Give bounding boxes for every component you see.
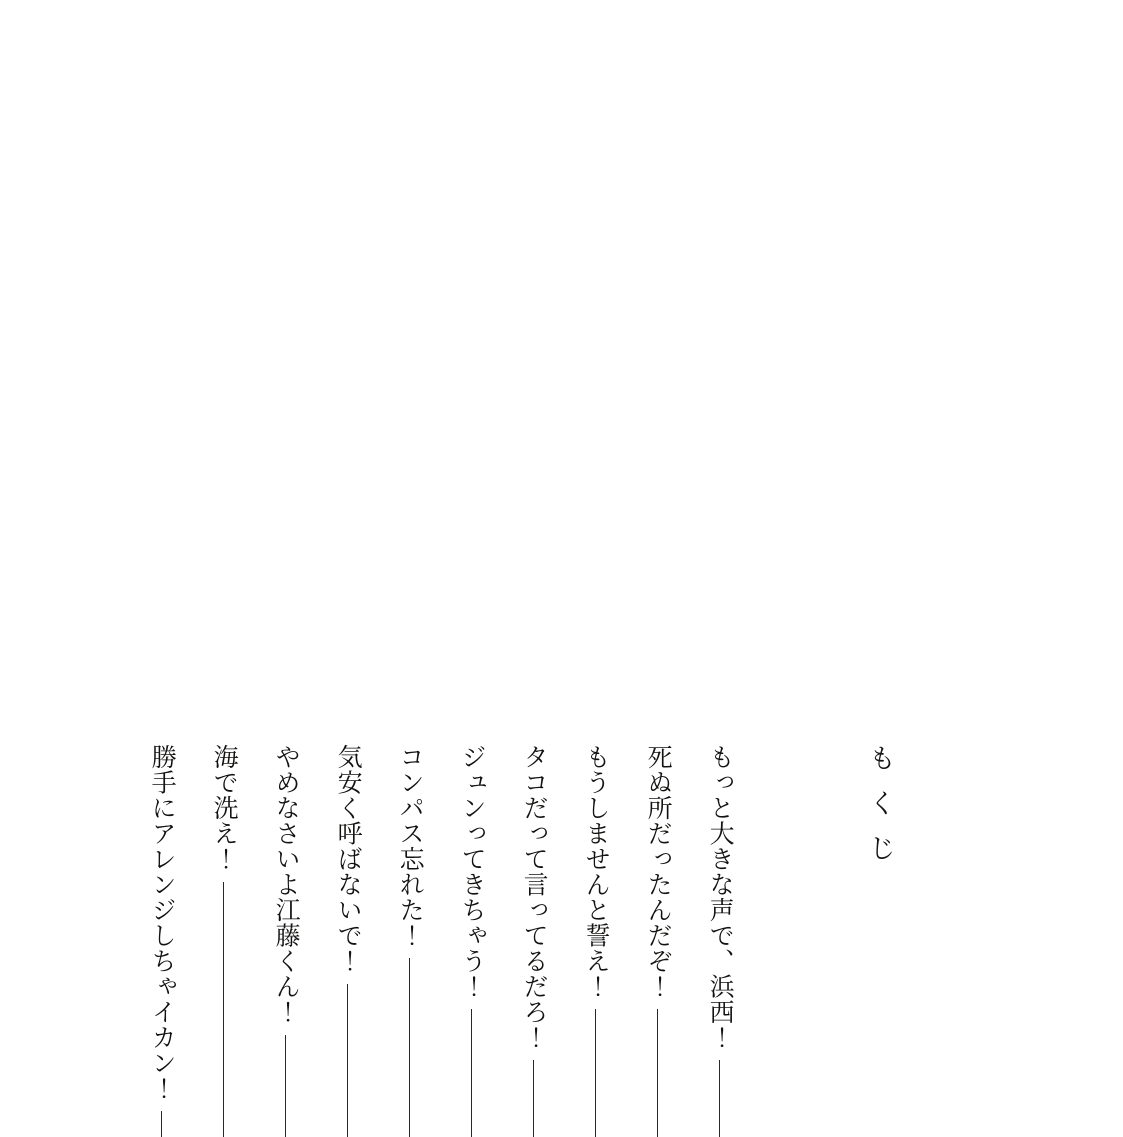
list-item[interactable]: [564, 744, 626, 1137]
list-item[interactable]: [502, 744, 564, 1137]
leader-line: [409, 958, 410, 1137]
leader-line: [657, 1009, 658, 1137]
toc-entry-title: やめなさいよ江藤くん！: [272, 744, 300, 1025]
leader-line: [533, 1060, 534, 1137]
page-title: もくじ: [865, 744, 895, 879]
leader-line: [347, 984, 348, 1137]
toc-entry-title: タコだって言ってるだろ！: [520, 744, 548, 1050]
leader-line: [223, 882, 224, 1137]
toc-entry-title: 海で洗え！: [210, 744, 238, 872]
toc-entry-title: もっと大きな声で、浜西！: [706, 744, 734, 1050]
list-item[interactable]: [254, 744, 316, 1137]
toc-entry-title: 勝手にアレンジしちゃイカン！: [148, 744, 176, 1101]
leader-line: [285, 1035, 286, 1137]
toc-entry-title: コンパス忘れた！: [396, 744, 424, 948]
leader-line: [161, 1111, 162, 1137]
list-item[interactable]: [688, 744, 750, 1137]
leader-line: [719, 1060, 720, 1137]
table-of-contents-list: [60, 744, 750, 1137]
leader-line: [471, 1009, 472, 1137]
list-item[interactable]: [440, 744, 502, 1137]
list-item[interactable]: [378, 744, 440, 1137]
list-item[interactable]: [192, 744, 254, 1137]
leader-line: [595, 1009, 596, 1137]
toc-entry-title: ジュンってきちゃう！: [458, 744, 486, 999]
list-item[interactable]: [130, 744, 192, 1137]
toc-entry-title: 死ぬ所だったんだぞ！: [644, 744, 672, 999]
list-item[interactable]: [626, 744, 688, 1137]
toc-entry-title: もうしませんと誓え！: [582, 744, 610, 999]
toc-entry-title: 気安く呼ばないで！: [334, 744, 362, 974]
list-item[interactable]: [316, 744, 378, 1137]
